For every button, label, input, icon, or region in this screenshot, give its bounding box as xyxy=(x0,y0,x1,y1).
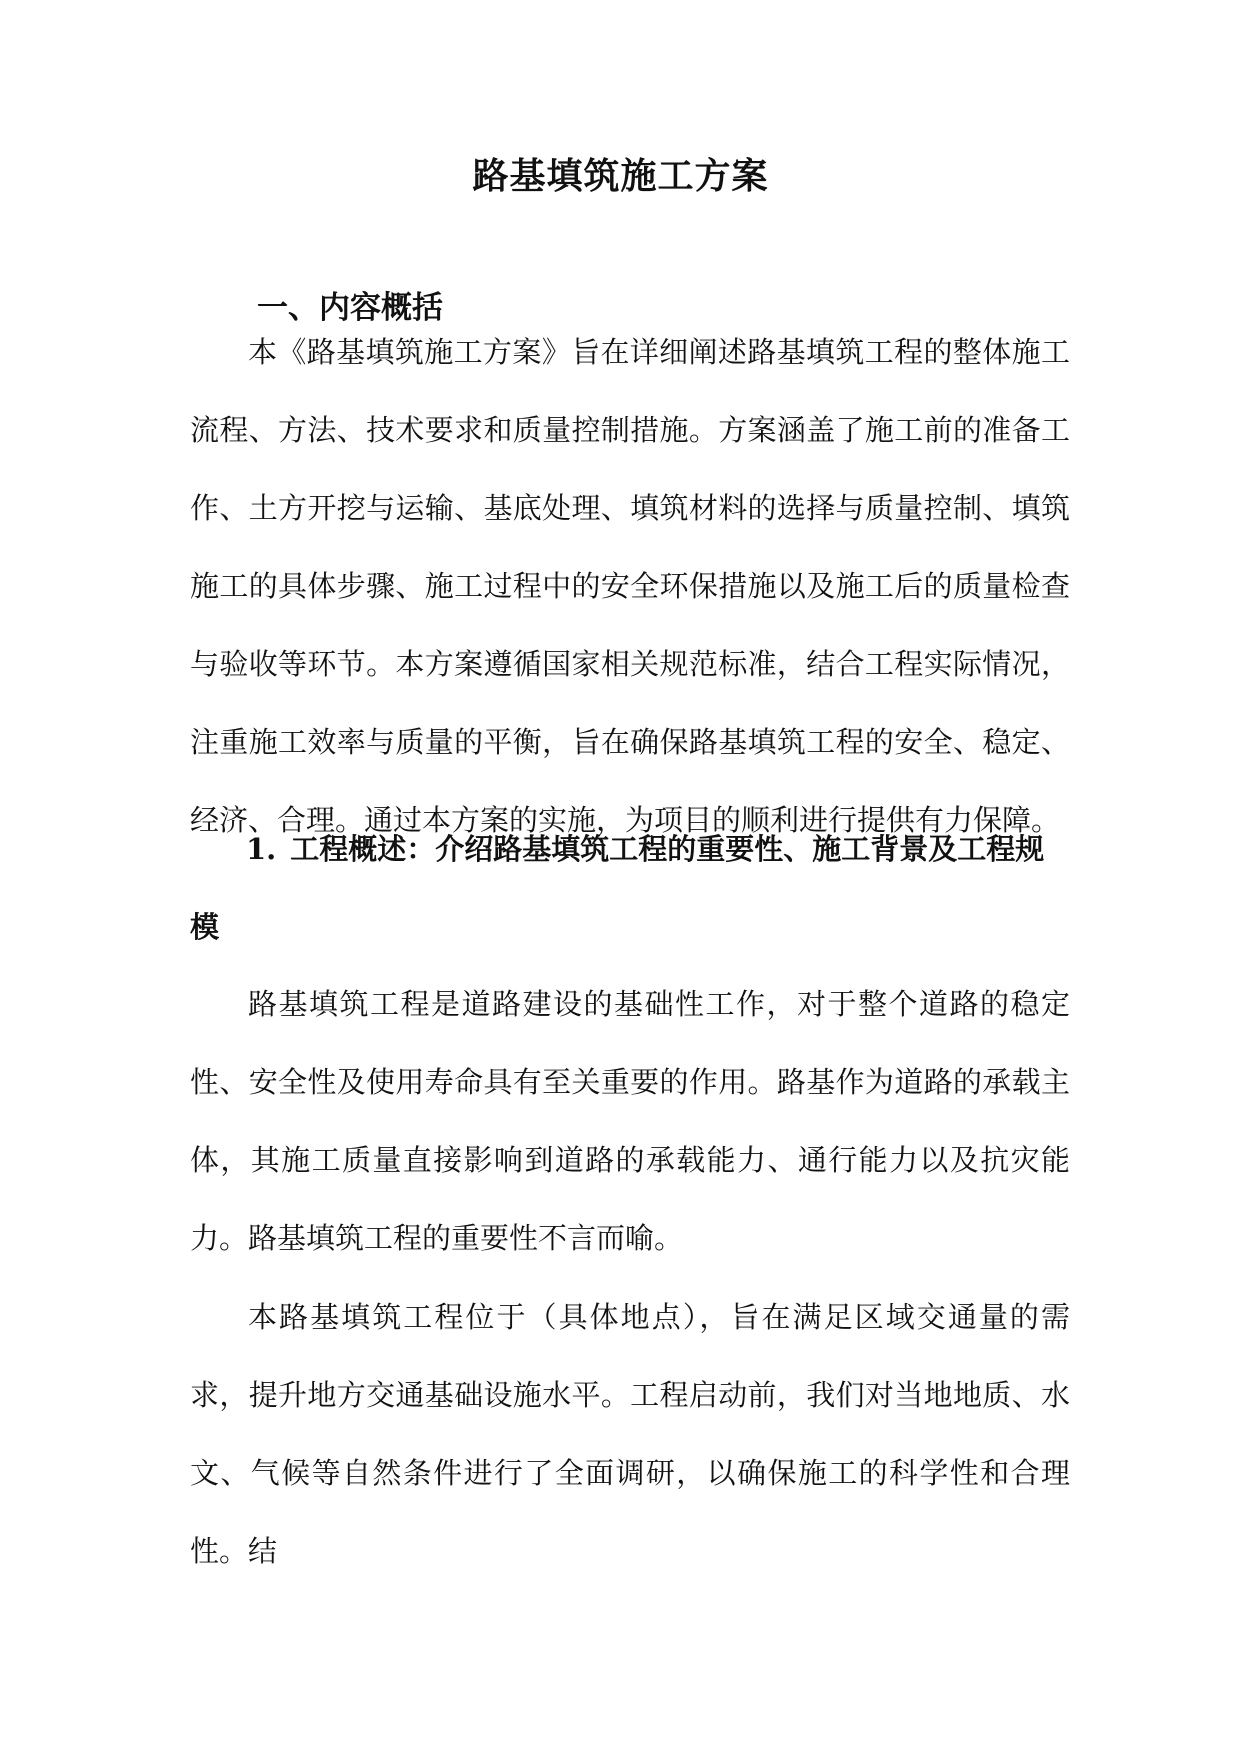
overview-paragraph-importance: 路基填筑工程是道路建设的基础性工作，对于整个道路的稳定性、安全性及使用寿命具有至关重要的作用。路基作为道路的承载主体，其施工质量直接影响到道路的承载能力、通行能力以及抗灾能力。路基填筑工程的重要性不言而喻。 xyxy=(190,987,1070,1255)
document-title: 路基填筑施工方案 xyxy=(472,155,769,197)
overview-paragraph-background: 本路基填筑工程位于（具体地点），旨在满足区域交通量的需求，提升地方交通基础设施水平。工程启动前，我们对当地地质、水文、气候等自然条件进行了全面调研，以确保施工的科学性和合理性。结 xyxy=(190,1300,1070,1568)
subsection-heading-text: 工程概述：介绍路基填筑工程的重要性、施工背景及工程规模 xyxy=(190,832,1045,944)
summary-paragraph: 本《路基填筑施工方案》旨在详细阐述路基填筑工程的整体施工流程、方法、技术要求和质量控制措施。方案涵盖了施工前的准备工作、土方开挖与运输、基底处理、填筑材料的选择与质量控制、填筑施工的具体步骤、施工过程中的安全环保措施以及施工后的质量检查与验收等环节。本方案遵循国家相关规范标准，结合工程实际情况，注重施工效率与质量的平衡，旨在确保路基填筑工程的安全、稳定、经济、合理。通过本方案的实施，为项目的顺利进行提供有力保障。 xyxy=(190,335,1070,837)
section-heading-content-summary: 一、内容概括 xyxy=(257,290,443,326)
subsection-number: 1. xyxy=(246,832,277,866)
subsection-heading-project-overview xyxy=(190,810,1070,966)
